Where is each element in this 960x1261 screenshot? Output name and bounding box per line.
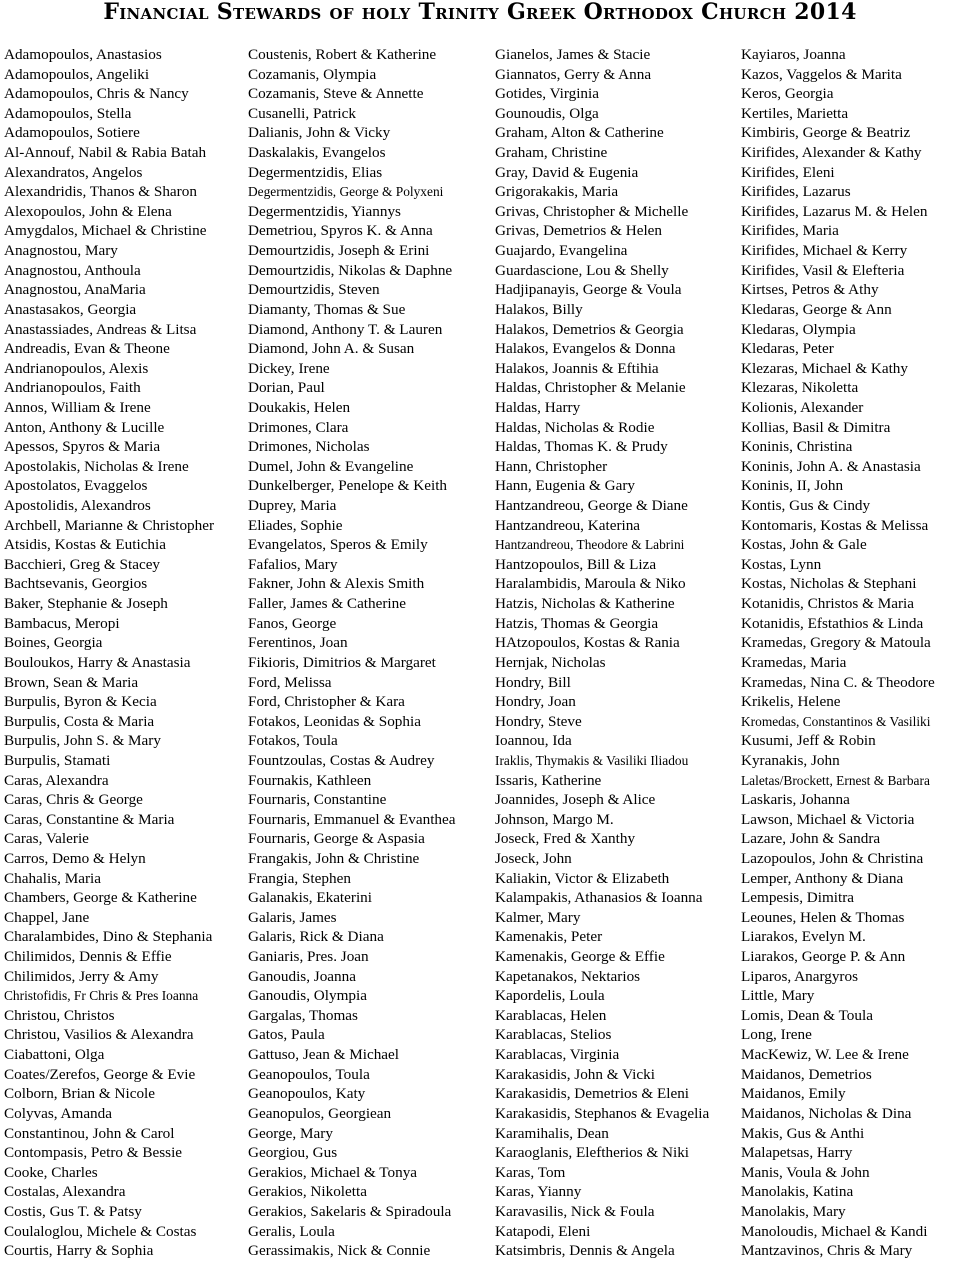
steward-entry: HAtzopoulos, Kostas & Rania bbox=[495, 634, 680, 652]
steward-entry: Demourtzidis, Nikolas & Daphne bbox=[248, 261, 453, 279]
steward-entry: Faller, James & Catherine bbox=[248, 595, 406, 613]
steward-entry: Adamopoulos, Angeliki bbox=[4, 65, 150, 83]
steward-entry: Manis, Voula & John bbox=[741, 1163, 870, 1181]
steward-entry: Haldas, Thomas K. & Prudy bbox=[495, 438, 668, 456]
steward-entry: Manoloudis, Michael & Kandi bbox=[741, 1222, 928, 1240]
steward-entry: Ford, Christopher & Kara bbox=[248, 693, 405, 711]
steward-entry: Colborn, Brian & Nicole bbox=[4, 1085, 156, 1103]
steward-entry: Kertiles, Marietta bbox=[741, 104, 849, 122]
steward-entry: Ganiaris, Pres. Joan bbox=[248, 948, 369, 966]
steward-entry: George, Mary bbox=[248, 1124, 333, 1142]
steward-entry: Burpulis, Stamati bbox=[4, 751, 111, 769]
steward-entry: Hantzandreou, Katerina bbox=[495, 516, 641, 534]
steward-entry: Lomis, Dean & Toula bbox=[741, 1006, 873, 1024]
steward-entry: Demourtzidis, Joseph & Erini bbox=[248, 242, 430, 260]
steward-entry: Karas, Tom bbox=[495, 1163, 566, 1181]
steward-entry: Drimones, Clara bbox=[248, 418, 349, 436]
steward-entry: Dalianis, John & Vicky bbox=[248, 124, 391, 142]
steward-entry: Geanopulos, Georgiean bbox=[248, 1104, 392, 1122]
steward-entry: Lempesis, Dimitra bbox=[741, 889, 855, 907]
steward-entry: Archbell, Marianne & Christopher bbox=[4, 516, 215, 534]
steward-entry: Lawson, Michael & Victoria bbox=[741, 810, 915, 828]
steward-entry: Kolionis, Alexander bbox=[741, 398, 864, 416]
steward-entry: Andreadis, Evan & Theone bbox=[4, 340, 170, 358]
steward-entry: Fafalios, Mary bbox=[248, 555, 338, 573]
steward-entry: Frangakis, John & Christine bbox=[248, 849, 420, 867]
steward-entry: Kayiaros, Joanna bbox=[741, 46, 846, 63]
steward-entry: Gray, David & Eugenia bbox=[495, 163, 639, 181]
steward-entry: Brown, Sean & Maria bbox=[4, 673, 139, 691]
steward-entry: Joannides, Joseph & Alice bbox=[495, 791, 656, 809]
steward-entry: Hatzis, Thomas & Georgia bbox=[495, 614, 659, 632]
steward-entry: Keros, Georgia bbox=[741, 85, 834, 103]
steward-entry: Daskalakis, Evangelos bbox=[248, 144, 386, 162]
steward-entry: Kirifides, Vasil & Elefteria bbox=[741, 261, 905, 279]
steward-entry: Hann, Eugenia & Gary bbox=[495, 477, 636, 495]
steward-entry: Kusumi, Jeff & Robin bbox=[741, 732, 876, 750]
steward-entry: Karamihalis, Dean bbox=[495, 1124, 609, 1142]
steward-entry: Kirifides, Maria bbox=[741, 222, 839, 240]
steward-entry: Klezaras, Michael & Kathy bbox=[741, 359, 908, 377]
steward-entry: Karablacas, Virginia bbox=[495, 1046, 620, 1064]
steward-entry: Krikelis, Helene bbox=[741, 693, 841, 711]
steward-entry: Kamenakis, George & Effie bbox=[495, 948, 665, 966]
steward-entry: Adamopoulos, Sotiere bbox=[4, 124, 140, 142]
steward-entry: Apostolidis, Alexandros bbox=[4, 497, 151, 515]
steward-entry: Kotanidis, Christos & Maria bbox=[741, 595, 914, 613]
steward-entry: Kollias, Basil & Dimitra bbox=[741, 418, 891, 436]
steward-entry: Lazare, John & Sandra bbox=[741, 830, 881, 848]
steward-column-3 bbox=[495, 45, 709, 1261]
steward-entry: Fournakis, Kathleen bbox=[248, 771, 372, 789]
steward-entry: Adamopoulos, Chris & Nancy bbox=[4, 85, 189, 103]
steward-entry: Boines, Georgia bbox=[4, 634, 103, 652]
steward-entry: Chappel, Jane bbox=[4, 908, 90, 926]
steward-entry: Hantzandreou, Theodore & Labrini bbox=[495, 537, 685, 553]
steward-entry: Degermentzidis, Yiannys bbox=[248, 202, 401, 220]
steward-entry: Koninis, John A. & Anastasia bbox=[741, 457, 921, 475]
steward-entry: Iraklis, Thymakis & Vasiliki Iliadou bbox=[495, 752, 689, 768]
steward-column-2 bbox=[248, 45, 456, 1261]
steward-entry: Al-Annouf, Nabil & Rabia Batah bbox=[4, 144, 207, 162]
steward-entry: Graham, Alton & Catherine bbox=[495, 124, 664, 142]
steward-entry: Kramedas, Maria bbox=[741, 653, 847, 671]
steward-entry: Kostas, John & Gale bbox=[741, 536, 867, 554]
steward-entry: Halakos, Demetrios & Georgia bbox=[495, 320, 684, 338]
steward-entry: Gotides, Virginia bbox=[495, 85, 599, 103]
steward-entry: Haldas, Christopher & Melanie bbox=[495, 379, 686, 397]
steward-entry: Karaoglanis, Eleftherios & Niki bbox=[495, 1144, 690, 1162]
steward-entry: Laskaris, Johanna bbox=[741, 791, 850, 809]
steward-entry: Caras, Alexandra bbox=[4, 771, 109, 789]
steward-entry: Makis, Gus & Anthi bbox=[741, 1124, 865, 1142]
steward-entry: Dumel, John & Evangeline bbox=[248, 457, 414, 475]
steward-entry: Karakasidis, Demetrios & Eleni bbox=[495, 1085, 690, 1103]
steward-entry: Fountzoulas, Costas & Audrey bbox=[248, 751, 435, 769]
page-title: Financial Stewards of holy Trinity Greek Orthodox Church 2014 bbox=[103, 0, 857, 25]
steward-entry: Karakasidis, John & Vicki bbox=[495, 1065, 655, 1083]
steward-entry: Kramedas, Nina C. & Theodore bbox=[741, 673, 935, 691]
steward-entry: Gerakios, Michael & Tonya bbox=[248, 1163, 418, 1181]
steward-entry: Evangelatos, Speros & Emily bbox=[248, 536, 428, 554]
steward-entry: Hondry, Bill bbox=[495, 673, 571, 691]
steward-entry: Kalmer, Mary bbox=[495, 908, 581, 926]
steward-entry: Gounoudis, Olga bbox=[495, 104, 599, 122]
steward-entry: Kirifides, Eleni bbox=[741, 163, 835, 181]
steward-entry: Kirifides, Alexander & Kathy bbox=[741, 144, 922, 162]
steward-entry: Chilimidos, Dennis & Effie bbox=[4, 948, 172, 966]
steward-entry: Manolakis, Mary bbox=[741, 1202, 846, 1220]
steward-entry: Koninis, II, John bbox=[741, 477, 844, 495]
steward-entry: Haldas, Nicholas & Rodie bbox=[495, 418, 655, 436]
steward-entry: Kaliakin, Victor & Elizabeth bbox=[495, 869, 670, 887]
steward-entry: Maidanos, Nicholas & Dina bbox=[741, 1104, 912, 1122]
steward-entry: Haralambidis, Maroula & Niko bbox=[495, 575, 686, 593]
steward-entry: Charalambides, Dino & Stephania bbox=[4, 928, 213, 946]
steward-entry: Bacchieri, Greg & Stacey bbox=[4, 555, 161, 573]
steward-entry: Kapordelis, Loula bbox=[495, 987, 605, 1005]
steward-entry: Burpulis, Byron & Kecia bbox=[4, 693, 157, 711]
steward-entry: Diamanty, Thomas & Sue bbox=[248, 300, 406, 318]
steward-entry: Contompasis, Petro & Bessie bbox=[4, 1144, 183, 1162]
steward-entry: Anastasakos, Georgia bbox=[4, 300, 137, 318]
steward-entry: Kalampakis, Athanasios & Ioanna bbox=[495, 889, 703, 907]
steward-entry: Bambacus, Meropi bbox=[4, 614, 120, 632]
steward-entry: Kostas, Nicholas & Stephani bbox=[741, 575, 917, 593]
steward-entry: Gerakios, Nikoletta bbox=[248, 1183, 367, 1201]
steward-entry: Galaris, James bbox=[248, 908, 337, 926]
steward-entry: Apostolatos, Evaggelos bbox=[4, 477, 148, 495]
steward-entry: Geralis, Loula bbox=[248, 1222, 335, 1240]
steward-entry: Atsidis, Kostas & Eutichia bbox=[4, 536, 166, 554]
steward-entry: Drimones, Nicholas bbox=[248, 438, 370, 456]
steward-entry: Hadjipanayis, George & Voula bbox=[495, 281, 682, 299]
steward-entry: Carros, Demo & Helyn bbox=[4, 849, 146, 867]
steward-entry: Geanopoulos, Toula bbox=[248, 1065, 370, 1083]
steward-entry: Kramedas, Gregory & Matoula bbox=[741, 634, 931, 652]
steward-entry: Demourtzidis, Steven bbox=[248, 281, 380, 299]
steward-entry: Bouloukos, Harry & Anastasia bbox=[4, 653, 191, 671]
steward-entry: Anastassiades, Andreas & Litsa bbox=[4, 320, 197, 338]
steward-entry: Ciabattoni, Olga bbox=[4, 1046, 105, 1064]
steward-entry: Kontomaris, Kostas & Melissa bbox=[741, 516, 929, 534]
steward-entry: Galanakis, Ekaterini bbox=[248, 889, 372, 907]
steward-entry: Demetriou, Spyros K. & Anna bbox=[248, 222, 433, 240]
steward-entry: Christofidis, Fr Chris & Pres Ioanna bbox=[4, 988, 199, 1004]
steward-entry: Mantzavinos, Chris & Mary bbox=[741, 1242, 913, 1260]
steward-entry: Eliades, Sophie bbox=[248, 516, 343, 534]
steward-entry: Chambers, George & Katherine bbox=[4, 889, 197, 907]
steward-entry: Liarakos, Evelyn M. bbox=[741, 928, 866, 946]
steward-entry: Duprey, Maria bbox=[248, 497, 337, 515]
steward-entry: Kimbiris, George & Beatriz bbox=[741, 124, 911, 142]
steward-entry: Alexopoulos, John & Elena bbox=[4, 202, 172, 220]
steward-entry: Hantzopoulos, Bill & Liza bbox=[495, 555, 657, 573]
steward-entry: Manolakis, Katina bbox=[741, 1183, 854, 1201]
steward-entry: Chilimidos, Jerry & Amy bbox=[4, 967, 159, 985]
steward-entry: Maidanos, Demetrios bbox=[741, 1065, 872, 1083]
steward-entry: Colyvas, Amanda bbox=[4, 1104, 112, 1122]
steward-entry: Alexandratos, Angelos bbox=[4, 163, 143, 181]
steward-entry: Gerassimakis, Nick & Connie bbox=[248, 1242, 431, 1260]
steward-entry: Katsimbris, Dennis & Angela bbox=[495, 1242, 675, 1260]
steward-entry: Hondry, Joan bbox=[495, 693, 576, 711]
steward-entry: Guardascione, Lou & Shelly bbox=[495, 261, 669, 279]
steward-entry: Annos, William & Irene bbox=[4, 398, 151, 416]
steward-entry: Kledaras, Peter bbox=[741, 340, 834, 358]
steward-entry: Kirifides, Michael & Kerry bbox=[741, 242, 908, 260]
steward-entry: Ioannou, Ida bbox=[495, 732, 572, 750]
steward-entry: Andrianopoulos, Faith bbox=[4, 379, 141, 397]
steward-entry: Adamopoulos, Stella bbox=[4, 104, 132, 122]
steward-entry: Gianelos, James & Stacie bbox=[495, 46, 651, 63]
steward-entry: Caras, Valerie bbox=[4, 830, 89, 848]
steward-entry: Fakner, John & Alexis Smith bbox=[248, 575, 425, 593]
steward-entry: Fotakos, Leonidas & Sophia bbox=[248, 712, 421, 730]
steward-entry: Christou, Christos bbox=[4, 1006, 115, 1024]
steward-entry: Kyranakis, John bbox=[741, 751, 840, 769]
steward-entry: Fotakos, Toula bbox=[248, 732, 338, 750]
steward-entry: Degermentzidis, Elias bbox=[248, 163, 383, 181]
steward-entry: Diamond, John A. & Susan bbox=[248, 340, 415, 358]
steward-entry: Halakos, Evangelos & Donna bbox=[495, 340, 676, 358]
steward-entry: Ganoudis, Joanna bbox=[248, 967, 356, 985]
steward-entry: Cozamanis, Steve & Annette bbox=[248, 85, 424, 103]
steward-entry: Adamopoulos, Anastasios bbox=[4, 46, 162, 63]
steward-entry: Apostolakis, Nicholas & Irene bbox=[4, 457, 189, 475]
steward-entry: Hondry, Steve bbox=[495, 712, 582, 730]
steward-entry: Alexandridis, Thanos & Sharon bbox=[4, 183, 197, 201]
steward-entry: Kapetanakos, Nektarios bbox=[495, 967, 641, 985]
steward-entry: Galaris, Rick & Diana bbox=[248, 928, 384, 946]
steward-entry: Liparos, Anargyros bbox=[741, 967, 858, 985]
steward-entry: Hatzis, Nicholas & Katherine bbox=[495, 595, 675, 613]
steward-entry: Dorian, Paul bbox=[248, 379, 325, 397]
steward-entry: Constantinou, John & Carol bbox=[4, 1124, 175, 1142]
steward-entry: Fikioris, Dimitrios & Margaret bbox=[248, 653, 436, 671]
steward-entry: Caras, Chris & George bbox=[4, 791, 143, 809]
steward-entry: Leounes, Helen & Thomas bbox=[741, 908, 905, 926]
steward-entry: Karavasilis, Nick & Foula bbox=[495, 1202, 655, 1220]
steward-entry: Gargalas, Thomas bbox=[248, 1006, 358, 1024]
steward-entry: Gatos, Paula bbox=[248, 1026, 325, 1044]
steward-entry: Kromedas, Constantinos & Vasiliki bbox=[741, 713, 931, 729]
steward-entry: Andrianopoulos, Alexis bbox=[4, 359, 149, 377]
steward-entry: Fournaris, Emmanuel & Evanthea bbox=[248, 810, 456, 828]
steward-entry: Fanos, George bbox=[248, 614, 337, 632]
steward-entry: Diamond, Anthony T. & Lauren bbox=[248, 320, 443, 338]
steward-entry: Klezaras, Nikoletta bbox=[741, 379, 859, 397]
steward-entry: Liarakos, George P. & Ann bbox=[741, 948, 906, 966]
steward-entry: Caras, Constantine & Maria bbox=[4, 810, 175, 828]
steward-entry: Long, Irene bbox=[741, 1026, 812, 1044]
steward-entry: Anton, Anthony & Lucille bbox=[4, 418, 165, 436]
steward-entry: Ferentinos, Joan bbox=[248, 634, 348, 652]
steward-entry: Haldas, Harry bbox=[495, 398, 581, 416]
steward-entry: Grivas, Christopher & Michelle bbox=[495, 202, 689, 220]
steward-entry: Hantzandreou, George & Diane bbox=[495, 497, 688, 515]
steward-entry: Kazos, Vaggelos & Marita bbox=[741, 65, 902, 83]
steward-entry: Bachtsevanis, Georgios bbox=[4, 575, 148, 593]
steward-entry: Georgiou, Gus bbox=[248, 1144, 338, 1162]
steward-columns bbox=[0, 45, 960, 1260]
steward-entry: Ford, Melissa bbox=[248, 673, 332, 691]
steward-entry: Kostas, Lynn bbox=[741, 555, 822, 573]
steward-entry: Giannatos, Gerry & Anna bbox=[495, 65, 652, 83]
steward-entry: Dickey, Irene bbox=[248, 359, 330, 377]
steward-entry: Anagnostou, Anthoula bbox=[4, 261, 141, 279]
steward-entry: Kledaras, George & Ann bbox=[741, 300, 892, 318]
steward-entry: Cooke, Charles bbox=[4, 1163, 98, 1181]
steward-entry: Hernjak, Nicholas bbox=[495, 653, 606, 671]
steward-entry: Amygdalos, Michael & Christine bbox=[4, 222, 207, 240]
steward-entry: Katapodi, Eleni bbox=[495, 1222, 591, 1240]
steward-entry: Maidanos, Emily bbox=[741, 1085, 846, 1103]
steward-entry: Graham, Christine bbox=[495, 144, 608, 162]
steward-entry: Chahalis, Maria bbox=[4, 869, 102, 887]
steward-entry: Little, Mary bbox=[741, 987, 815, 1005]
steward-entry: Fournaris, Constantine bbox=[248, 791, 387, 809]
steward-entry: Lemper, Anthony & Diana bbox=[741, 869, 904, 887]
steward-entry: Malapetsas, Harry bbox=[741, 1144, 853, 1162]
steward-entry: Koninis, Christina bbox=[741, 438, 853, 456]
steward-entry: Kontis, Gus & Cindy bbox=[741, 497, 871, 515]
steward-entry: Lazopoulos, John & Christina bbox=[741, 849, 924, 867]
steward-entry: Christou, Vasilios & Alexandra bbox=[4, 1026, 194, 1044]
steward-entry: Kirifides, Lazarus M. & Helen bbox=[741, 202, 928, 220]
steward-entry: Burpulis, John S. & Mary bbox=[4, 732, 161, 750]
steward-entry: Issaris, Katherine bbox=[495, 771, 602, 789]
steward-entry: Grigorakakis, Maria bbox=[495, 183, 619, 201]
steward-entry: Costalas, Alexandra bbox=[4, 1183, 126, 1201]
steward-entry: Kirtses, Petros & Athy bbox=[741, 281, 879, 299]
steward-column-4 bbox=[741, 45, 935, 1261]
steward-entry: Courtis, Harry & Sophia bbox=[4, 1242, 154, 1260]
steward-entry: Kotanidis, Efstathios & Linda bbox=[741, 614, 924, 632]
steward-entry: Coulaloglou, Michele & Costas bbox=[4, 1222, 197, 1240]
steward-column-1 bbox=[4, 45, 214, 1261]
steward-entry: Kirifides, Lazarus bbox=[741, 183, 851, 201]
steward-entry: Geanopoulos, Katy bbox=[248, 1085, 366, 1103]
steward-entry: Burpulis, Costa & Maria bbox=[4, 712, 155, 730]
steward-entry: Johnson, Margo M. bbox=[495, 810, 614, 828]
steward-entry: Kledaras, Olympia bbox=[741, 320, 856, 338]
steward-entry: Anagnostou, Mary bbox=[4, 242, 118, 260]
steward-entry: Costis, Gus T. & Patsy bbox=[4, 1202, 142, 1220]
steward-entry: Cusanelli, Patrick bbox=[248, 104, 356, 122]
steward-entry: Kamenakis, Peter bbox=[495, 928, 603, 946]
steward-entry: Guajardo, Evangelina bbox=[495, 242, 628, 260]
steward-entry: Grivas, Demetrios & Helen bbox=[495, 222, 663, 240]
steward-entry: Hann, Christopher bbox=[495, 457, 608, 475]
steward-entry: Doukakis, Helen bbox=[248, 398, 351, 416]
steward-entry: Gerakios, Sakelaris & Spiradoula bbox=[248, 1202, 452, 1220]
steward-entry: Laletas/Brockett, Ernest & Barbara bbox=[741, 772, 930, 788]
steward-entry: Karablacas, Stelios bbox=[495, 1026, 612, 1044]
steward-entry: MacKewiz, W. Lee & Irene bbox=[741, 1046, 909, 1064]
steward-entry: Ganoudis, Olympia bbox=[248, 987, 367, 1005]
steward-entry: Fournaris, George & Aspasia bbox=[248, 830, 425, 848]
steward-entry: Baker, Stephanie & Joseph bbox=[4, 595, 168, 613]
steward-entry: Karakasidis, Stephanos & Evagelia bbox=[495, 1104, 710, 1122]
steward-entry: Halakos, Billy bbox=[495, 300, 583, 318]
steward-entry: Karablacas, Helen bbox=[495, 1006, 607, 1024]
steward-entry: Apessos, Spyros & Maria bbox=[4, 438, 161, 456]
steward-entry: Anagnostou, AnaMaria bbox=[4, 281, 146, 299]
steward-entry: Joseck, John bbox=[495, 849, 572, 867]
steward-entry: Cozamanis, Olympia bbox=[248, 65, 377, 83]
steward-entry: Joseck, Fred & Xanthy bbox=[495, 830, 636, 848]
steward-entry: Karas, Yianny bbox=[495, 1183, 582, 1201]
steward-entry: Coates/Zerefos, George & Evie bbox=[4, 1065, 196, 1083]
steward-entry: Halakos, Joannis & Eftihia bbox=[495, 359, 659, 377]
steward-entry: Degermentzidis, George & Polyxeni bbox=[248, 184, 444, 200]
steward-entry: Dunkelberger, Penelope & Keith bbox=[248, 477, 448, 495]
steward-entry: Gattuso, Jean & Michael bbox=[248, 1046, 399, 1064]
steward-entry: Frangia, Stephen bbox=[248, 869, 351, 887]
steward-entry: Coustenis, Robert & Katherine bbox=[248, 46, 437, 63]
